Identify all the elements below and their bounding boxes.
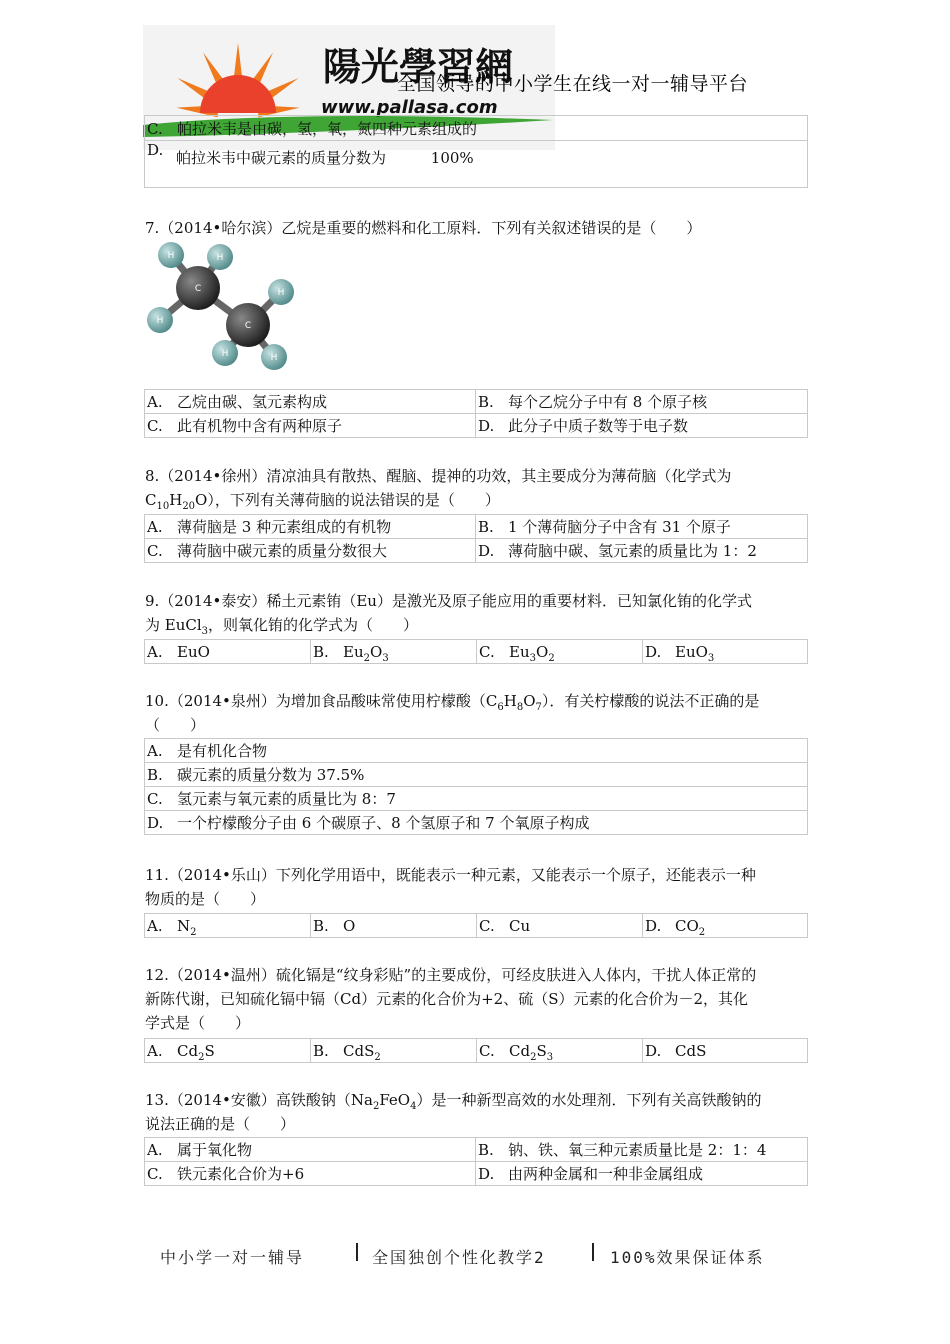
svg-text:H: H: [270, 353, 278, 363]
q8-option-d[interactable]: D. 薄荷脑中碳、氢元素的质量比为 1：2: [476, 539, 808, 563]
q9-option-a[interactable]: A. EuO: [145, 640, 311, 664]
q7-options: [144, 389, 808, 438]
q6-option-c[interactable]: C. 帕拉米韦是由碳，氢，氧，氮四种元素组成的: [145, 116, 808, 141]
q12-option-b[interactable]: B. CdS$_2$: [311, 1039, 477, 1063]
logo-chinese: 陽光學習網: [323, 44, 514, 89]
q12-option-d[interactable]: D. CdS: [643, 1039, 808, 1063]
q11-options: [144, 913, 808, 938]
q13-option-a[interactable]: A. 属于氧化物: [145, 1138, 476, 1162]
q12-options: [144, 1038, 808, 1063]
q9-option-c[interactable]: C. $Eu_3O_2$: [477, 640, 643, 664]
q6-option-d[interactable]: D. 帕拉米韦中碳元素的质量分数为 100%: [145, 141, 808, 188]
q6-options: [144, 115, 808, 188]
q7-option-d[interactable]: D. 此分子中质子数等于电子数: [476, 414, 808, 438]
q10-options: [144, 738, 808, 835]
svg-text:C: C: [194, 284, 202, 294]
q10-option-b[interactable]: B. 碳元素的质量分数为 37.5%: [145, 763, 808, 787]
q9-options: [144, 639, 808, 664]
q13-stem: 13.（2014•安徽）高铁酸钠$(Na_2FeO_4)$是一种新型高效的水处理剂．下列有关高铁酸钠的 说法正确的是（ ）: [145, 1091, 762, 1133]
footer-left: 中小学一对一辅导: [160, 1248, 305, 1267]
q13-option-b[interactable]: B. 钠、铁、氧三种元素质量比是 2：1：4: [476, 1138, 808, 1162]
q10-option-c[interactable]: C. 氢元素与氧元素的质量比为 8：7: [145, 787, 808, 811]
svg-text:H: H: [221, 349, 229, 359]
logo-url: www.pallasa.com: [321, 97, 498, 118]
q13-option-d[interactable]: D. 由两种金属和一种非金属组成: [476, 1162, 808, 1186]
ethane-molecule-image: [143, 240, 303, 375]
svg-text:H: H: [277, 288, 285, 298]
q7-option-b[interactable]: B. 每个乙烷分子中有 8 个原子核: [476, 390, 808, 414]
q9-stem: 9.（2014•泰安）稀土元素铕（Eu）是激光及原子能应用的重要材料．已知氯化铕的化学式 为 EuCl$_3$，则氧化铕的化学式为（ ）: [145, 592, 752, 637]
q8-option-c[interactable]: C. 薄荷脑中碳元素的质量分数很大: [145, 539, 476, 563]
q13-option-c[interactable]: C. 铁元素化合价为+6: [145, 1162, 476, 1186]
q9-option-b[interactable]: B. $Eu_2O_3$: [311, 640, 477, 664]
svg-text:H: H: [156, 316, 164, 326]
q12-option-a[interactable]: A. $Cd_2S$: [145, 1039, 311, 1063]
q7-option-a[interactable]: A. 乙烷由碳、氢元素构成: [145, 390, 476, 414]
q11-option-a[interactable]: A. $N_2$: [145, 914, 311, 938]
q11-option-c[interactable]: C. Cu: [477, 914, 643, 938]
q11-stem: 11.（2014•乐山）下列化学用语中，既能表示一种元素，又能表示一个原子，还能表示一种 物质的是（ ）: [145, 866, 756, 908]
q7-option-c[interactable]: C. 此有机物中含有两种原子: [145, 414, 476, 438]
q10-stem: 10.（2014•泉州）为增加食品酸味常使用柠檬酸$(C_6H_8O_7)$．有关柠檬酸的说法不正确的是 （ ）: [145, 692, 760, 734]
q10-option-a[interactable]: A. 是有机化合物: [145, 739, 808, 763]
q12-stem: 12.（2014•温州）硫化镉是“纹身彩贴”的主要成份，可经皮肤进入人体内，干扰人体正常的 新陈代谢，已知硫化镉中镉（Cd）元素的化合价为+2、硫（S）元素的化合价为－2，其化 学式是（ ）: [145, 966, 757, 1032]
q8-options: [144, 514, 808, 563]
q8-option-b[interactable]: B. 1 个薄荷脑分子中含有 31 个原子: [476, 515, 808, 539]
q12-option-c[interactable]: C. $Cd_2S_3$: [477, 1039, 643, 1063]
q11-option-d[interactable]: D. $CO_2$: [643, 914, 808, 938]
q13-options: [144, 1137, 808, 1186]
q8-option-a[interactable]: A. 薄荷脑是 3 种元素组成的有机物: [145, 515, 476, 539]
q9-option-d[interactable]: D. EuO$_3$: [643, 640, 808, 664]
q10-option-d[interactable]: D. 一个柠檬酸分子由 6 个碳原子、8 个氢原子和 7 个氧原子构成: [145, 811, 808, 835]
footer-right: 100%效果保证体系: [610, 1248, 765, 1267]
svg-text:C: C: [244, 321, 252, 331]
q7-stem: 7.（2014•哈尔滨）乙烷是重要的燃料和化工原料．下列有关叙述错误的是（ ）: [145, 219, 702, 237]
q8-stem: 8.（2014•徐州）清凉油具有散热、醒脑、提神的功效，其主要成分为薄荷脑（化学式为 $C_{10}H_{20}O$），下列有关薄荷脑的说法错误的是（ ）: [145, 467, 732, 512]
header-slogan: 全国领导的中小学生在线一对一辅导平台: [397, 73, 749, 95]
svg-text:H: H: [167, 251, 175, 261]
footer-divider: [592, 1243, 594, 1261]
q11-option-b[interactable]: B. O: [311, 914, 477, 938]
svg-text:H: H: [216, 253, 224, 263]
footer-divider: [356, 1243, 358, 1261]
footer-middle: 全国独创个性化教学2: [372, 1248, 546, 1267]
